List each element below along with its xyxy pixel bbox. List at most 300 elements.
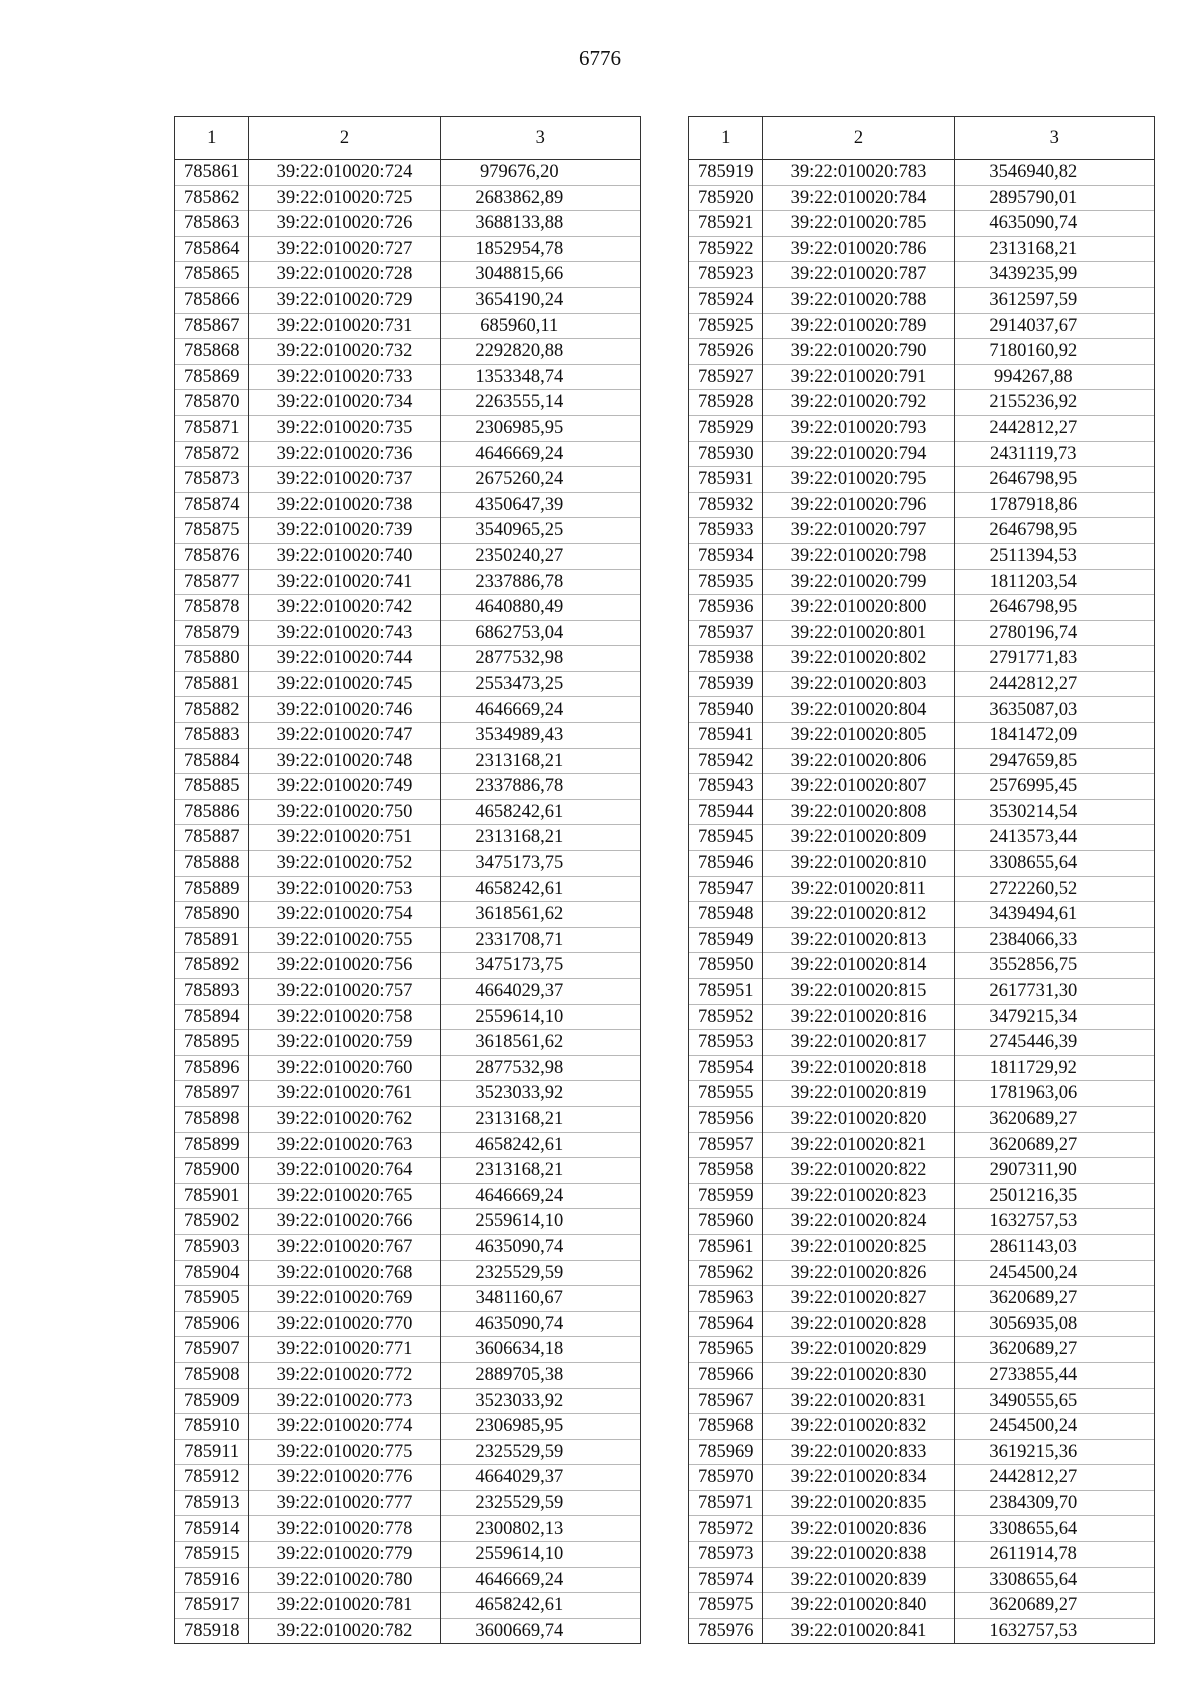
row-number-cell: 785950 (689, 953, 763, 979)
table-row (689, 1490, 1155, 1516)
cadastral-number-cell: 39:22:010020:769 (249, 1286, 440, 1312)
row-number-cell: 785916 (175, 1567, 249, 1593)
cadastral-number-cell: 39:22:010020:776 (249, 1465, 440, 1491)
table-row (175, 774, 641, 800)
table-row (689, 543, 1155, 569)
table-row (689, 339, 1155, 365)
cadastral-number-cell: 39:22:010020:724 (249, 160, 440, 186)
value-cell: 2646798,95 (954, 467, 1154, 493)
cadastral-number-cell: 39:22:010020:792 (763, 390, 954, 416)
row-number-cell: 785961 (689, 1234, 763, 1260)
cadastral-number-cell: 39:22:010020:799 (763, 569, 954, 595)
table-row (175, 723, 641, 749)
cadastral-number-cell: 39:22:010020:817 (763, 1030, 954, 1056)
row-number-cell: 785864 (175, 236, 249, 262)
cadastral-number-cell: 39:22:010020:738 (249, 492, 440, 518)
table-row (175, 851, 641, 877)
cadastral-number-cell: 39:22:010020:759 (249, 1030, 440, 1056)
table-row (689, 1567, 1155, 1593)
value-cell: 4646669,24 (440, 697, 640, 723)
value-cell: 2559614,10 (440, 1004, 640, 1030)
table-row (175, 953, 641, 979)
cadastral-number-cell: 39:22:010020:818 (763, 1055, 954, 1081)
cadastral-number-cell: 39:22:010020:745 (249, 671, 440, 697)
cadastral-number-cell: 39:22:010020:775 (249, 1439, 440, 1465)
value-cell: 2384066,33 (954, 927, 1154, 953)
cadastral-number-cell: 39:22:010020:768 (249, 1260, 440, 1286)
row-number-cell: 785953 (689, 1030, 763, 1056)
table-row (689, 1132, 1155, 1158)
row-number-cell: 785975 (689, 1593, 763, 1619)
value-cell: 3056935,08 (954, 1311, 1154, 1337)
cadastral-number-cell: 39:22:010020:816 (763, 1004, 954, 1030)
value-cell: 3523033,92 (440, 1388, 640, 1414)
row-number-cell: 785928 (689, 390, 763, 416)
table-row (689, 979, 1155, 1005)
cadastral-number-cell: 39:22:010020:793 (763, 415, 954, 441)
value-cell: 4635090,74 (440, 1311, 640, 1337)
value-cell: 3546940,82 (954, 160, 1154, 186)
row-number-cell: 785902 (175, 1209, 249, 1235)
cadastral-number-cell: 39:22:010020:839 (763, 1567, 954, 1593)
value-cell: 3612597,59 (954, 287, 1154, 313)
cadastral-number-cell: 39:22:010020:740 (249, 543, 440, 569)
row-number-cell: 785973 (689, 1542, 763, 1568)
row-number-cell: 785956 (689, 1106, 763, 1132)
cadastral-number-cell: 39:22:010020:788 (763, 287, 954, 313)
table-row (175, 620, 641, 646)
row-number-cell: 785885 (175, 774, 249, 800)
value-cell: 2895790,01 (954, 185, 1154, 211)
value-cell: 3475173,75 (440, 953, 640, 979)
cadastral-number-cell: 39:22:010020:771 (249, 1337, 440, 1363)
table-row (689, 160, 1155, 186)
cadastral-number-cell: 39:22:010020:800 (763, 595, 954, 621)
row-number-cell: 785958 (689, 1158, 763, 1184)
table-row (175, 595, 641, 621)
table-row (689, 211, 1155, 237)
row-number-cell: 785965 (689, 1337, 763, 1363)
cadastral-number-cell: 39:22:010020:826 (763, 1260, 954, 1286)
value-cell: 2313168,21 (440, 1158, 640, 1184)
value-cell: 2877532,98 (440, 1055, 640, 1081)
row-number-cell: 785937 (689, 620, 763, 646)
table-row (689, 1286, 1155, 1312)
table-row (175, 390, 641, 416)
cadastral-number-cell: 39:22:010020:755 (249, 927, 440, 953)
table-row (175, 1542, 641, 1568)
table-row (689, 492, 1155, 518)
table-row (175, 1234, 641, 1260)
table-header (175, 117, 641, 160)
value-cell: 3654190,24 (440, 287, 640, 313)
table-row (175, 1439, 641, 1465)
cadastral-number-cell: 39:22:010020:773 (249, 1388, 440, 1414)
cadastral-number-cell: 39:22:010020:732 (249, 339, 440, 365)
cadastral-number-cell: 39:22:010020:811 (763, 876, 954, 902)
value-cell: 3606634,18 (440, 1337, 640, 1363)
cadastral-number-cell: 39:22:010020:798 (763, 543, 954, 569)
table-row (175, 185, 641, 211)
value-cell: 2325529,59 (440, 1439, 640, 1465)
value-cell: 4350647,39 (440, 492, 640, 518)
value-cell: 7180160,92 (954, 339, 1154, 365)
row-number-cell: 785935 (689, 569, 763, 595)
cadastral-number-cell: 39:22:010020:810 (763, 851, 954, 877)
table-row (175, 799, 641, 825)
value-cell: 2511394,53 (954, 543, 1154, 569)
cadastral-number-cell: 39:22:010020:831 (763, 1388, 954, 1414)
table-row (689, 1388, 1155, 1414)
value-cell: 3620689,27 (954, 1593, 1154, 1619)
value-cell: 4646669,24 (440, 441, 640, 467)
data-table-left (174, 116, 641, 1644)
row-number-cell: 785871 (175, 415, 249, 441)
table-row (175, 1260, 641, 1286)
cadastral-number-cell: 39:22:010020:835 (763, 1490, 954, 1516)
value-cell: 2617731,30 (954, 979, 1154, 1005)
cadastral-number-cell: 39:22:010020:725 (249, 185, 440, 211)
table-row (175, 979, 641, 1005)
value-cell: 2675260,24 (440, 467, 640, 493)
cadastral-number-cell: 39:22:010020:766 (249, 1209, 440, 1235)
row-number-cell: 785883 (175, 723, 249, 749)
row-number-cell: 785967 (689, 1388, 763, 1414)
row-number-cell: 785905 (175, 1286, 249, 1312)
column-header-1: 1 (689, 117, 763, 160)
data-table-right (688, 116, 1155, 1644)
value-cell: 2306985,95 (440, 1414, 640, 1440)
cadastral-number-cell: 39:22:010020:802 (763, 646, 954, 672)
table-row (175, 415, 641, 441)
table-row (175, 339, 641, 365)
table-row (689, 1439, 1155, 1465)
table-row (689, 390, 1155, 416)
table-row (689, 1234, 1155, 1260)
cadastral-number-cell: 39:22:010020:733 (249, 364, 440, 390)
table-row (689, 1516, 1155, 1542)
cadastral-number-cell: 39:22:010020:737 (249, 467, 440, 493)
value-cell: 4646669,24 (440, 1567, 640, 1593)
cadastral-number-cell: 39:22:010020:782 (249, 1618, 440, 1644)
table-row (175, 467, 641, 493)
value-cell: 3620689,27 (954, 1286, 1154, 1312)
table-row (689, 1618, 1155, 1644)
table-row (175, 1183, 641, 1209)
value-cell: 1811203,54 (954, 569, 1154, 595)
row-number-cell: 785888 (175, 851, 249, 877)
cadastral-number-cell: 39:22:010020:786 (763, 236, 954, 262)
cadastral-number-cell: 39:22:010020:762 (249, 1106, 440, 1132)
cadastral-number-cell: 39:22:010020:833 (763, 1439, 954, 1465)
value-cell: 685960,11 (440, 313, 640, 339)
table-row (689, 262, 1155, 288)
row-number-cell: 785890 (175, 902, 249, 928)
table-row (175, 902, 641, 928)
row-number-cell: 785976 (689, 1618, 763, 1644)
row-number-cell: 785922 (689, 236, 763, 262)
table-row (689, 1106, 1155, 1132)
value-cell: 1781963,06 (954, 1081, 1154, 1107)
table-row (689, 1311, 1155, 1337)
value-cell: 979676,20 (440, 160, 640, 186)
row-number-cell: 785959 (689, 1183, 763, 1209)
row-number-cell: 785881 (175, 671, 249, 697)
cadastral-number-cell: 39:22:010020:828 (763, 1311, 954, 1337)
cadastral-number-cell: 39:22:010020:819 (763, 1081, 954, 1107)
cadastral-number-cell: 39:22:010020:728 (249, 262, 440, 288)
row-number-cell: 785897 (175, 1081, 249, 1107)
cadastral-number-cell: 39:22:010020:834 (763, 1465, 954, 1491)
value-cell: 3439235,99 (954, 262, 1154, 288)
cadastral-number-cell: 39:22:010020:815 (763, 979, 954, 1005)
row-number-cell: 785944 (689, 799, 763, 825)
cadastral-number-cell: 39:22:010020:763 (249, 1132, 440, 1158)
table-row (175, 287, 641, 313)
table-row (175, 518, 641, 544)
value-cell: 1811729,92 (954, 1055, 1154, 1081)
row-number-cell: 785938 (689, 646, 763, 672)
cadastral-number-cell: 39:22:010020:836 (763, 1516, 954, 1542)
row-number-cell: 785867 (175, 313, 249, 339)
row-number-cell: 785964 (689, 1311, 763, 1337)
value-cell: 3620689,27 (954, 1337, 1154, 1363)
cadastral-number-cell: 39:22:010020:809 (763, 825, 954, 851)
value-cell: 2337886,78 (440, 774, 640, 800)
table-row (175, 211, 641, 237)
value-cell: 4635090,74 (440, 1234, 640, 1260)
table-row (689, 953, 1155, 979)
value-cell: 2313168,21 (954, 236, 1154, 262)
value-cell: 1841472,09 (954, 723, 1154, 749)
table-row (689, 646, 1155, 672)
row-number-cell: 785962 (689, 1260, 763, 1286)
table-row (175, 441, 641, 467)
row-number-cell: 785887 (175, 825, 249, 851)
value-cell: 2877532,98 (440, 646, 640, 672)
value-cell: 3618561,62 (440, 902, 640, 928)
cadastral-number-cell: 39:22:010020:774 (249, 1414, 440, 1440)
row-number-cell: 785909 (175, 1388, 249, 1414)
table-row (689, 851, 1155, 877)
table-header (689, 117, 1155, 160)
row-number-cell: 785868 (175, 339, 249, 365)
table-row (689, 1465, 1155, 1491)
table-row (689, 927, 1155, 953)
row-number-cell: 785942 (689, 748, 763, 774)
cadastral-number-cell: 39:22:010020:729 (249, 287, 440, 313)
value-cell: 2350240,27 (440, 543, 640, 569)
table-row (689, 1183, 1155, 1209)
value-cell: 2722260,52 (954, 876, 1154, 902)
column-header-3: 3 (954, 117, 1154, 160)
row-number-cell: 785894 (175, 1004, 249, 1030)
row-number-cell: 785901 (175, 1183, 249, 1209)
cadastral-number-cell: 39:22:010020:805 (763, 723, 954, 749)
row-number-cell: 785873 (175, 467, 249, 493)
table-row (689, 185, 1155, 211)
value-cell: 3620689,27 (954, 1132, 1154, 1158)
row-number-cell: 785893 (175, 979, 249, 1005)
table-body (175, 160, 641, 1644)
table-row (175, 1030, 641, 1056)
value-cell: 2914037,67 (954, 313, 1154, 339)
cadastral-number-cell: 39:22:010020:743 (249, 620, 440, 646)
row-number-cell: 785862 (175, 185, 249, 211)
value-cell: 3481160,67 (440, 1286, 640, 1312)
cadastral-number-cell: 39:22:010020:790 (763, 339, 954, 365)
value-cell: 1787918,86 (954, 492, 1154, 518)
value-cell: 4635090,74 (954, 211, 1154, 237)
row-number-cell: 785929 (689, 415, 763, 441)
row-number-cell: 785930 (689, 441, 763, 467)
table-row (689, 287, 1155, 313)
row-number-cell: 785914 (175, 1516, 249, 1542)
value-cell: 1632757,53 (954, 1209, 1154, 1235)
value-cell: 6862753,04 (440, 620, 640, 646)
table-row (175, 671, 641, 697)
row-number-cell: 785927 (689, 364, 763, 390)
row-number-cell: 785949 (689, 927, 763, 953)
row-number-cell: 785948 (689, 902, 763, 928)
value-cell: 2442812,27 (954, 415, 1154, 441)
cadastral-number-cell: 39:22:010020:770 (249, 1311, 440, 1337)
row-number-cell: 785861 (175, 160, 249, 186)
value-cell: 4664029,37 (440, 1465, 640, 1491)
row-number-cell: 785939 (689, 671, 763, 697)
value-cell: 2889705,38 (440, 1362, 640, 1388)
value-cell: 2780196,74 (954, 620, 1154, 646)
row-number-cell: 785970 (689, 1465, 763, 1491)
row-number-cell: 785946 (689, 851, 763, 877)
value-cell: 2300802,13 (440, 1516, 640, 1542)
table-row (689, 1081, 1155, 1107)
value-cell: 4646669,24 (440, 1183, 640, 1209)
row-number-cell: 785869 (175, 364, 249, 390)
row-number-cell: 785920 (689, 185, 763, 211)
table-row (689, 774, 1155, 800)
value-cell: 2576995,45 (954, 774, 1154, 800)
value-cell: 2791771,83 (954, 646, 1154, 672)
row-number-cell: 785891 (175, 927, 249, 953)
row-number-cell: 785912 (175, 1465, 249, 1491)
cadastral-number-cell: 39:22:010020:801 (763, 620, 954, 646)
table-row (689, 1209, 1155, 1235)
cadastral-number-cell: 39:22:010020:767 (249, 1234, 440, 1260)
table-row (175, 1490, 641, 1516)
table-row (175, 825, 641, 851)
value-cell: 2907311,90 (954, 1158, 1154, 1184)
value-cell: 2413573,44 (954, 825, 1154, 851)
table-row (175, 1158, 641, 1184)
value-cell: 3534989,43 (440, 723, 640, 749)
table-row (689, 902, 1155, 928)
row-number-cell: 785892 (175, 953, 249, 979)
row-number-cell: 785874 (175, 492, 249, 518)
cadastral-number-cell: 39:22:010020:823 (763, 1183, 954, 1209)
cadastral-number-cell: 39:22:010020:829 (763, 1337, 954, 1363)
value-cell: 3475173,75 (440, 851, 640, 877)
table-row (689, 1414, 1155, 1440)
table-row (175, 1362, 641, 1388)
table-row (175, 748, 641, 774)
row-number-cell: 785898 (175, 1106, 249, 1132)
table-row (175, 1618, 641, 1644)
value-cell: 3308655,64 (954, 1567, 1154, 1593)
cadastral-number-cell: 39:22:010020:731 (249, 313, 440, 339)
row-number-cell: 785974 (689, 1567, 763, 1593)
row-number-cell: 785947 (689, 876, 763, 902)
value-cell: 3620689,27 (954, 1106, 1154, 1132)
table-row (175, 876, 641, 902)
table-row (175, 1311, 641, 1337)
table-row (175, 543, 641, 569)
row-number-cell: 785941 (689, 723, 763, 749)
row-number-cell: 785940 (689, 697, 763, 723)
row-number-cell: 785875 (175, 518, 249, 544)
row-number-cell: 785906 (175, 1311, 249, 1337)
cadastral-number-cell: 39:22:010020:726 (249, 211, 440, 237)
value-cell: 3048815,66 (440, 262, 640, 288)
value-cell: 3308655,64 (954, 1516, 1154, 1542)
table-row (175, 364, 641, 390)
row-number-cell: 785918 (175, 1618, 249, 1644)
value-cell: 2325529,59 (440, 1490, 640, 1516)
table-row (689, 236, 1155, 262)
value-cell: 2646798,95 (954, 518, 1154, 544)
value-cell: 3479215,34 (954, 1004, 1154, 1030)
value-cell: 4658242,61 (440, 876, 640, 902)
column-header-2: 2 (763, 117, 954, 160)
table-row (175, 1132, 641, 1158)
table-row (689, 518, 1155, 544)
value-cell: 3619215,36 (954, 1439, 1154, 1465)
value-cell: 994267,88 (954, 364, 1154, 390)
row-number-cell: 785915 (175, 1542, 249, 1568)
row-number-cell: 785917 (175, 1593, 249, 1619)
value-cell: 2733855,44 (954, 1362, 1154, 1388)
value-cell: 1632757,53 (954, 1618, 1154, 1644)
row-number-cell: 785899 (175, 1132, 249, 1158)
cadastral-number-cell: 39:22:010020:820 (763, 1106, 954, 1132)
table-row (175, 1337, 641, 1363)
cadastral-number-cell: 39:22:010020:841 (763, 1618, 954, 1644)
cadastral-number-cell: 39:22:010020:840 (763, 1593, 954, 1619)
table-row (689, 441, 1155, 467)
cadastral-number-cell: 39:22:010020:807 (763, 774, 954, 800)
cadastral-number-cell: 39:22:010020:832 (763, 1414, 954, 1440)
cadastral-number-cell: 39:22:010020:761 (249, 1081, 440, 1107)
value-cell: 4658242,61 (440, 1132, 640, 1158)
row-number-cell: 785945 (689, 825, 763, 851)
cadastral-number-cell: 39:22:010020:795 (763, 467, 954, 493)
row-number-cell: 785963 (689, 1286, 763, 1312)
cadastral-number-cell: 39:22:010020:791 (763, 364, 954, 390)
cadastral-number-cell: 39:22:010020:727 (249, 236, 440, 262)
table-row (175, 1465, 641, 1491)
cadastral-number-cell: 39:22:010020:794 (763, 441, 954, 467)
value-cell: 2155236,92 (954, 390, 1154, 416)
row-number-cell: 785954 (689, 1055, 763, 1081)
value-cell: 2947659,85 (954, 748, 1154, 774)
cadastral-number-cell: 39:22:010020:796 (763, 492, 954, 518)
cadastral-number-cell: 39:22:010020:808 (763, 799, 954, 825)
row-number-cell: 785932 (689, 492, 763, 518)
row-number-cell: 785882 (175, 697, 249, 723)
table-row (175, 1593, 641, 1619)
value-cell: 2683862,89 (440, 185, 640, 211)
cadastral-number-cell: 39:22:010020:838 (763, 1542, 954, 1568)
